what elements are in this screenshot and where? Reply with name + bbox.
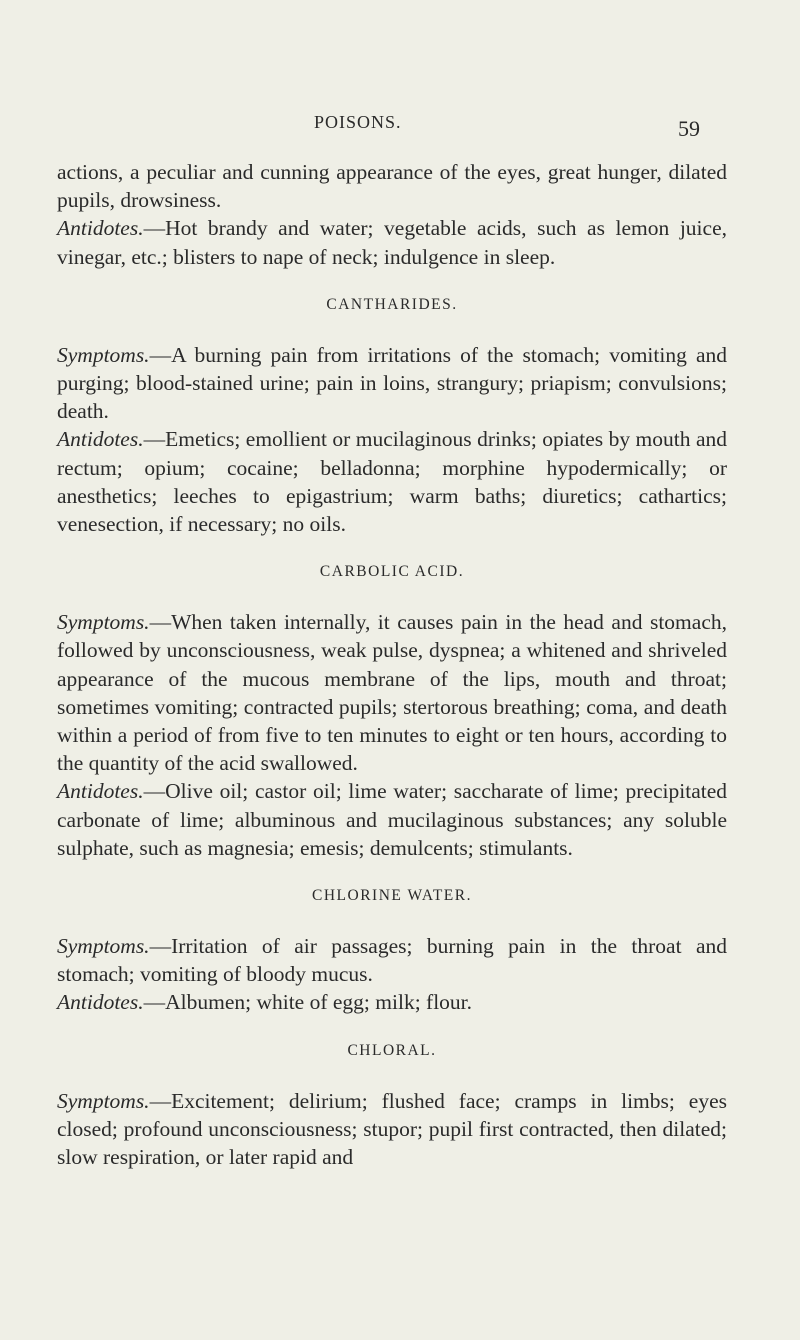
antidotes-text: —Hot brandy and water; vegetable acids, such as lemon juice, vinegar, etc.; blisters to nape of neck; indulgence in sleep.	[57, 216, 727, 269]
symptoms-text: —A burning pain from irritations of the stomach; vomiting and purging; blood-stained urine; pain in loins, strangury; priapism; convulsions; death.	[57, 342, 727, 424]
symptoms-paragraph	[57, 608, 727, 777]
symptoms-label: Symptoms.	[57, 610, 150, 635]
symptoms-text: —Irritation of air passages; burning pain in the throat and stomach; vomiting of bloody mucus.	[57, 934, 727, 987]
section-heading-carbolic-acid: CARBOLIC ACID.	[319, 563, 465, 581]
symptoms-text: —Excitement; delirium; flushed face; cramps in limbs; eyes closed; profound unconsciousness; stupor; pupil first contracted, then dilated; slow respiration, or later rapid and	[57, 1088, 727, 1170]
continued-symptoms-paragraph	[57, 158, 727, 214]
running-head	[0, 112, 800, 152]
symptoms-paragraph	[57, 1087, 727, 1172]
symptoms-paragraph	[57, 341, 727, 426]
antidotes-label: Antidotes.	[57, 990, 144, 1015]
section-heading-chloral: CHLORAL.	[347, 1041, 437, 1059]
symptoms-text: —When taken internally, it causes pain in the head and stomach, followed by unconsciousness, weak pulse, dyspnea; a whitened and shriveled appearance of the mucous membrane of the lips, mouth and throat; sometimes vomiting; contracted pupils; stertorous breathing; coma, and death within a period of from five to ten minutes to eight or ten hours, according to the quantity of the acid swallowed.	[57, 610, 727, 776]
symptoms-label: Symptoms.	[57, 934, 150, 959]
antidotes-text: —Emetics; emollient or mucilaginous drinks; opiates by mouth and rectum; opium; cocaine; belladonna; morphine hypodermically; or anesthetics; leeches to epigastrium; warm baths; diuretics; cathartics; venesection, if necessary; no oils.	[57, 427, 727, 537]
antidotes-text: —Albumen; white of egg; milk; flour.	[143, 990, 473, 1015]
antidotes-paragraph	[57, 425, 727, 538]
symptoms-label: Symptoms.	[57, 342, 150, 367]
symptoms-paragraph	[57, 932, 727, 988]
antidotes-label: Antidotes.	[57, 779, 144, 804]
body-text	[57, 158, 727, 1171]
continued-symptoms-text: actions, a peculiar and cunning appearance of the eyes, great hunger, dilated pupils, drowsiness.	[57, 160, 727, 213]
antidotes-text: —Olive oil; castor oil; lime water; saccharate of lime; precipitated carbonate of lime; albuminous and mucilaginous substances; any soluble sulphate, such as magnesia; emesis; demulcents; stimulants.	[57, 779, 727, 860]
antidotes-paragraph	[57, 777, 727, 862]
section-heading-chlorine-water: CHLORINE WATER.	[312, 887, 472, 905]
antidotes-label: Antidotes.	[57, 216, 144, 241]
running-title: POISONS.	[314, 112, 402, 132]
antidotes-paragraph	[57, 988, 727, 1016]
antidotes-paragraph	[57, 214, 727, 270]
antidotes-label: Antidotes.	[57, 427, 144, 452]
section-heading-cantharides: CANTHARIDES.	[326, 295, 458, 313]
page-number: 59	[678, 116, 700, 141]
symptoms-label: Symptoms.	[57, 1088, 150, 1113]
